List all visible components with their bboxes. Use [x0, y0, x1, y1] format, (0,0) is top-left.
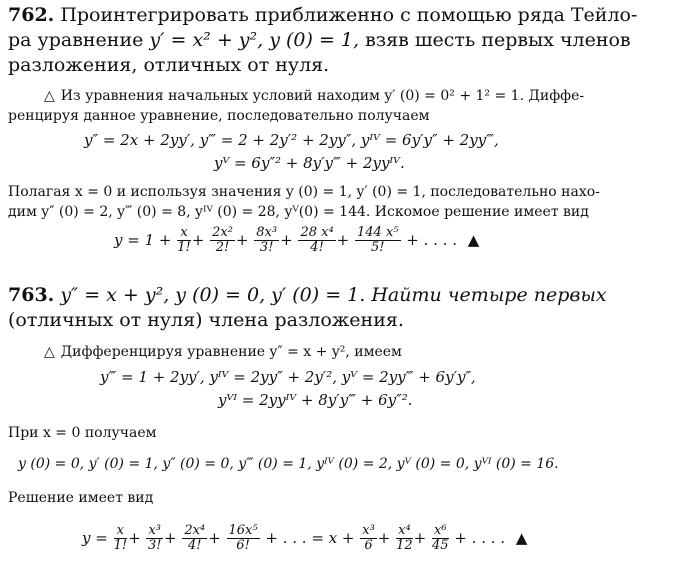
p762-statement-line1 — [8, 4, 637, 27]
p762-derivative-eq1: y″ = 2x + 2yy′, y‴ = 2 + 2y′² + 2yy″, yᴵⱽ = 6y′y″ + 2yy‴, — [84, 131, 499, 149]
p762-series: y = 1 + $\frac{x}{1!}$ + $\frac{\text{2x²}}{2!}$ + $\frac{\text{8x³}}{3!}$ + $\frac{\text{28 x⁴}}{4!}$ + $\frac{\text{144 x⁵}}{5!}$ + . . . . ▲ — [114, 225, 480, 256]
p763-series-prefix: y = — [82, 528, 108, 547]
p763-series-a-term-4: $\frac{\text{16x⁵}}{6!}$ — [228, 523, 258, 554]
p763-series: y = $\frac{x}{1!}$ + $\frac{\text{x³}}{3!}$ + $\frac{\text{2x⁴}}{4!}$ + $\frac{\text{16x⁵}}{6!}$ + . . . = x + $\frac{\text{x³}}{6}$ + $\frac{\text{x⁴}}{12}$ + $\frac{\text{x⁶}}{45}$ + . . . . ▲ — [82, 523, 528, 554]
p762-series-term-5: $\frac{\text{144 x⁵}}{5!}$ — [357, 225, 399, 256]
p762-solution-text1: Из уравнения начальных условий находим y′ (0) = 0² + 1² = 1. Диффе- — [60, 88, 585, 104]
p763-series-suffix: + . . . . — [454, 528, 506, 547]
p763-series-a-term-3: $\frac{\text{2x⁴}}{4!}$ — [184, 523, 206, 554]
end-triangle-icon: ▲ — [515, 528, 528, 547]
p762-statement-line2 — [8, 29, 631, 52]
p763-solution-text1: Дифференцируя уравнение y″ = x + y², имеем — [60, 344, 402, 360]
end-triangle-icon: ▲ — [467, 230, 480, 249]
p762-statement-prefix: ра уравнение — [8, 29, 150, 51]
p763-series-b-term-1: $\frac{\text{x³}}{6}$ — [362, 523, 375, 554]
p763-solution-form: Решение имеет вид — [8, 490, 154, 506]
p763-solution-line1 — [44, 344, 402, 361]
open-triangle-icon: △ — [44, 88, 55, 104]
p763-derivative-eq1: y‴ = 1 + 2yy′, yᴵⱽ = 2yy″ + 2y′², yⱽ = 2yy‴ + 6y′y″, — [100, 368, 476, 386]
p762-statement-line3: разложения, отличных от нуля. — [8, 54, 330, 76]
p762-statement-equation: y′ = x² + y², y (0) = 1, — [149, 29, 360, 51]
p763-series-a-term-2: $\frac{\text{x³}}{3!}$ — [147, 523, 162, 554]
p762-series-prefix: y = 1 + — [114, 230, 172, 249]
p762-series-term-4: $\frac{\text{28 x⁴}}{4!}$ — [300, 225, 334, 256]
p763-statement-text1: y″ = x + y², y (0) = 0, y′ (0) = 1. Найти четыре первых — [54, 284, 607, 306]
p762-values-line1: Полагая x = 0 и используя значения y (0) = 1, y′ (0) = 1, последовательно нахо- — [8, 184, 600, 200]
p763-values-eq: y (0) = 0, y′ (0) = 1, y″ (0) = 0, y‴ (0) = 1, yᴵⱽ (0) = 2, yⱽ (0) = 0, yⱽᴵ (0) = 16. — [18, 456, 559, 472]
p762-series-term-2: $\frac{\text{2x²}}{2!}$ — [212, 225, 233, 256]
p762-solution-line2: ренцируя данное уравнение, последовательно получаем — [8, 108, 430, 124]
p763-at-zero-line: При x = 0 получаем — [8, 425, 157, 441]
p763-derivative-eq2: yⱽᴵ = 2yyᴵⱽ + 8y′y‴ + 6y″². — [218, 391, 413, 409]
p762-statement-suffix: взяв шесть первых членов — [359, 29, 631, 51]
p762-number: 762. — [8, 4, 55, 26]
p762-solution-line1 — [44, 88, 584, 105]
p762-series-suffix: + . . . . — [406, 230, 457, 249]
p763-series-a-term-1: $\frac{x}{1!}$ — [113, 523, 128, 554]
p762-series-term-1: $\frac{x}{1!}$ — [177, 225, 191, 256]
p763-number: 763. — [8, 284, 55, 306]
p763-series-b-term-2: $\frac{\text{x⁴}}{12}$ — [396, 523, 413, 554]
p763-series-mid: + . . . = x + — [265, 528, 355, 547]
p762-statement-text1: Проинтегрировать приближенно с помощью ряда Тейло- — [60, 4, 638, 26]
p763-statement-line2: (отличных от нуля) члена разложения. — [8, 309, 404, 331]
open-triangle-icon: △ — [44, 344, 55, 360]
p762-series-term-3: $\frac{\text{8x³}}{3!}$ — [256, 225, 278, 256]
p762-derivative-eq2: yⱽ = 6y″² + 8y′y‴ + 2yyᴵⱽ. — [214, 154, 405, 172]
p762-values-line2: дим y″ (0) = 2, y‴ (0) = 8, yᴵⱽ (0) = 28, yⱽ(0) = 144. Искомое решение имеет вид — [8, 204, 589, 220]
p763-series-b-term-3: $\frac{\text{x⁶}}{45}$ — [432, 523, 449, 554]
p763-statement-line1 — [8, 284, 607, 307]
